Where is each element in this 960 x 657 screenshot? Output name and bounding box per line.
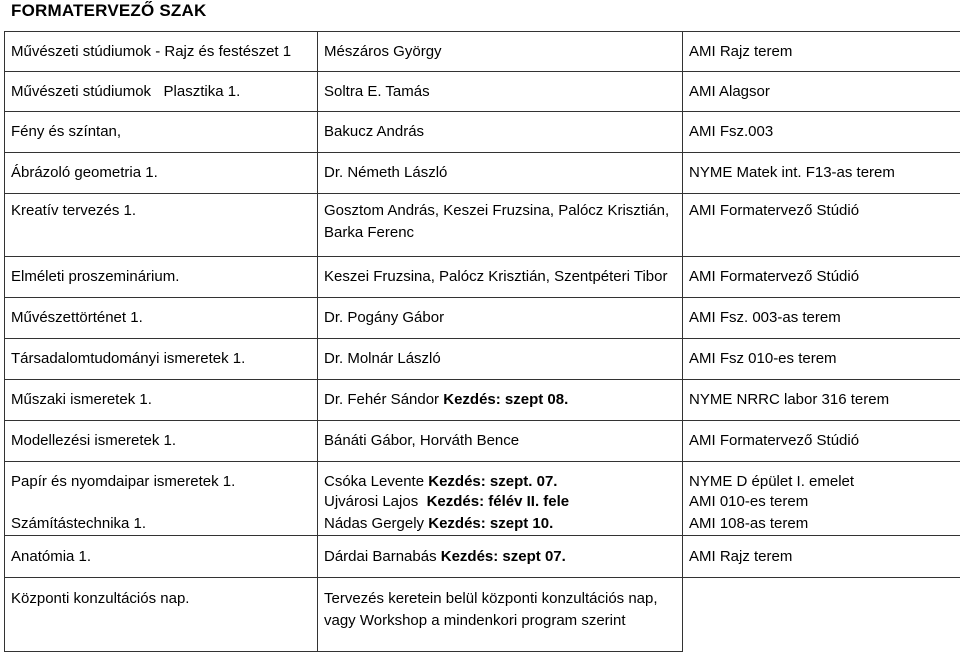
subject-cell: Művészettörténet 1.	[5, 298, 318, 339]
room-cell	[683, 578, 960, 652]
table-row	[5, 112, 960, 153]
subject-cell: Fény és színtan,	[5, 112, 318, 153]
room-cell: NYME NRRC labor 316 terem	[683, 380, 960, 421]
room-line: AMI 010-es terem	[689, 493, 809, 510]
table-row	[5, 194, 960, 257]
room-cell	[683, 462, 960, 514]
table-row	[5, 298, 960, 339]
room-cell: AMI Fsz 010-es terem	[683, 339, 960, 380]
table-row	[5, 513, 960, 536]
teacher-cell: Mészáros György	[318, 32, 683, 72]
teacher-cell: Bakucz András	[318, 112, 683, 153]
start-date: Kezdés: szept. 07.	[428, 473, 558, 490]
teacher-cell: Dr. Molnár László	[318, 339, 683, 380]
table-row	[5, 578, 960, 652]
subject-cell: Társadalomtudományi ismeretek 1.	[5, 339, 318, 380]
teacher-cell	[318, 513, 683, 536]
subject-cell: Modellezési ismeretek 1.	[5, 421, 318, 462]
room-cell: AMI Fsz.003	[683, 112, 960, 153]
room-cell: AMI Formatervező Stúdió	[683, 421, 960, 462]
start-date: Kezdés: félév II. fele	[426, 493, 570, 510]
teacher-cell: Tervezés keretein belül központi konzultációs nap, vagy Workshop a mindenkori program szerint	[318, 578, 683, 652]
teacher-name: Dárdai Barnabás	[324, 547, 437, 565]
subject-cell: Művészeti stúdiumok Plasztika 1.	[5, 72, 318, 112]
teacher-name: Csóka Levente	[324, 473, 425, 490]
page-title: FORMATERVEZŐ SZAK	[11, 1, 207, 20]
subject-cell: Műszaki ismeretek 1.	[5, 380, 318, 421]
room-cell: AMI Fsz. 003-as terem	[683, 298, 960, 339]
teacher-line	[324, 471, 676, 493]
table-row	[5, 421, 960, 462]
table-row	[5, 462, 960, 514]
subject-cell: Kreatív tervezés 1.	[5, 194, 318, 257]
table-row	[5, 153, 960, 194]
table-row	[5, 339, 960, 380]
room-cell: AMI Formatervező Stúdió	[683, 194, 960, 257]
teacher-cell: Soltra E. Tamás	[318, 72, 683, 112]
subject-cell: Művészeti stúdiumok - Rajz és festészet 1	[5, 32, 318, 72]
start-date: Kezdés: szept 07.	[440, 547, 566, 565]
subject-cell: Ábrázoló geometria 1.	[5, 153, 318, 194]
subject-cell: Központi konzultációs nap.	[5, 578, 318, 652]
table-row	[5, 536, 960, 578]
start-date: Kezdés: szept 10.	[428, 515, 554, 532]
room-cell: NYME Matek int. F13-as terem	[683, 153, 960, 194]
teacher-cell	[318, 462, 683, 514]
teacher-cell: Bánáti Gábor, Horváth Bence	[318, 421, 683, 462]
teacher-name: Nádas Gergely	[324, 515, 425, 532]
start-date: Kezdés: szept 08.	[443, 391, 569, 408]
teacher-name: Dr. Fehér Sándor	[324, 391, 440, 408]
course-table	[4, 31, 960, 652]
room-cell: AMI Alagsor	[683, 72, 960, 112]
subject-cell: Számítástechnika 1.	[5, 513, 318, 536]
table-row	[5, 380, 960, 421]
table-row	[5, 72, 960, 112]
teacher-cell: Dr. Németh László	[318, 153, 683, 194]
teacher-cell: Gosztom András, Keszei Fruzsina, Palócz Krisztián, Barka Ferenc	[318, 194, 683, 257]
teacher-cell	[318, 536, 683, 578]
subject-cell: Elméleti proszeminárium.	[5, 257, 318, 298]
teacher-cell: Dr. Pogány Gábor	[318, 298, 683, 339]
room-line: NYME D épület I. emelet	[689, 473, 855, 490]
teacher-cell	[318, 380, 683, 421]
teacher-name: Ujvárosi Lajos	[324, 493, 419, 510]
room-cell: AMI Rajz terem	[683, 536, 960, 578]
room-cell: AMI 108-as terem	[683, 513, 960, 536]
teacher-line	[324, 491, 676, 513]
teacher-cell: Keszei Fruzsina, Palócz Krisztián, Szentpéteri Tibor	[318, 257, 683, 298]
room-cell: AMI Rajz terem	[683, 32, 960, 72]
subject-cell: Anatómia 1.	[5, 536, 318, 578]
table-row	[5, 32, 960, 72]
subject-cell: Papír és nyomdaipar ismeretek 1.	[5, 462, 318, 514]
room-cell: AMI Formatervező Stúdió	[683, 257, 960, 298]
table-row	[5, 257, 960, 298]
